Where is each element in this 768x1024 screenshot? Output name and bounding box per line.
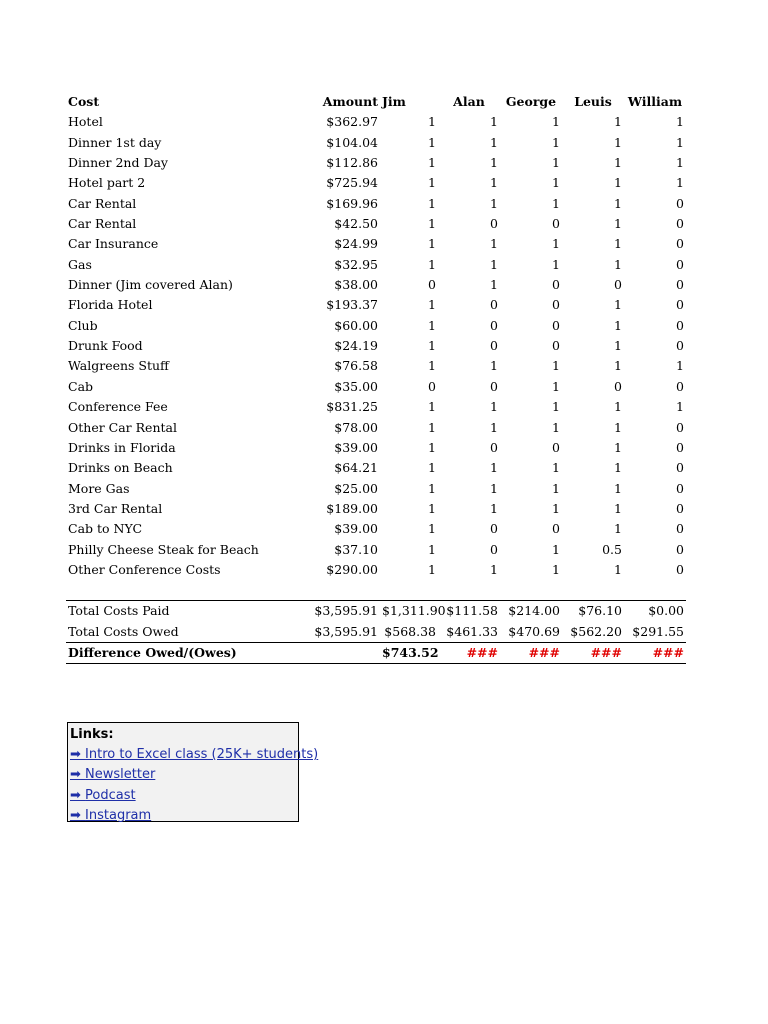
spacer-row [66,580,686,601]
header-leuis[interactable]: Leuis [574,94,612,109]
cost-label-cell[interactable]: Other Conference Costs [68,561,221,577]
share-cell-william[interactable]: 0 [676,256,684,272]
amount-cell[interactable]: $60.00 [334,317,378,333]
share-cell-george[interactable]: 1 [552,114,560,130]
share-cell-leuis[interactable]: 1 [614,175,622,191]
cost-label-cell[interactable]: Other Car Rental [68,419,177,435]
table-row [66,112,686,132]
share-cell-alan[interactable]: 0 [490,378,498,394]
cost-label-cell[interactable]: Gas [68,256,92,272]
share-cell-leuis[interactable]: 1 [614,195,622,211]
amount-cell[interactable]: $35.00 [334,378,378,394]
table-row [66,255,686,275]
share-cell-jim[interactable]: 1 [428,419,436,435]
share-cell-alan[interactable]: 1 [490,114,498,130]
share-cell-alan[interactable]: 1 [490,358,498,374]
link-instagram[interactable] [70,806,296,826]
share-cell-jim[interactable]: 1 [428,216,436,232]
share-cell-alan[interactable]: 1 [490,399,498,415]
share-cell-leuis[interactable]: 0.5 [602,541,622,557]
difference-jim[interactable]: $743.52 [380,642,438,663]
header-jim[interactable]: Jim [382,94,406,109]
share-cell-william[interactable]: 0 [676,439,684,455]
amount-cell[interactable]: $169.96 [326,195,378,211]
cost-label-cell[interactable]: Dinner (Jim covered Alan) [68,277,233,293]
share-cell-jim[interactable]: 0 [428,277,436,293]
share-cell-william[interactable]: 1 [676,175,684,191]
share-cell-george[interactable]: 0 [552,297,560,313]
share-cell-william[interactable]: 1 [676,155,684,171]
amount-cell[interactable]: $78.00 [334,419,378,435]
share-cell-jim[interactable]: 1 [428,541,436,557]
share-cell-leuis[interactable]: 1 [614,236,622,252]
cost-label-cell[interactable]: Philly Cheese Steak for Beach [68,541,259,557]
total-paid-label[interactable]: Total Costs Paid [66,601,296,622]
share-cell-leuis[interactable]: 1 [614,114,622,130]
difference-george[interactable]: ### [500,642,562,663]
difference-alan[interactable]: ### [438,642,500,663]
cost-label-cell[interactable]: Car Rental [68,216,137,232]
cost-label-cell[interactable]: Walgreens Stuff [68,358,169,374]
share-cell-jim[interactable]: 1 [428,399,436,415]
share-cell-leuis[interactable]: 1 [614,155,622,171]
share-cell-leuis[interactable]: 1 [614,521,622,537]
share-cell-william[interactable]: 0 [676,521,684,537]
links-title: Links: [70,727,114,742]
share-cell-george[interactable]: 1 [552,256,560,272]
share-cell-alan[interactable]: 1 [490,277,498,293]
table-row [66,275,686,295]
total-paid-row [66,601,686,622]
share-cell-jim[interactable]: 1 [428,236,436,252]
share-cell-leuis[interactable]: 1 [614,256,622,272]
share-cell-william[interactable]: 1 [676,358,684,374]
share-cell-jim[interactable]: 1 [428,317,436,333]
difference-leuis[interactable]: ### [562,642,624,663]
amount-cell[interactable]: $112.86 [326,155,378,171]
amount-cell[interactable]: $37.10 [334,541,378,557]
share-cell-george[interactable]: 0 [552,338,560,354]
total-owed-william[interactable]: $291.55 [632,623,684,639]
header-amount[interactable]: Amount [322,94,378,109]
share-cell-alan[interactable]: 0 [490,439,498,455]
amount-cell[interactable]: $24.99 [334,236,378,252]
link-podcast[interactable] [70,786,296,806]
share-cell-leuis[interactable]: 1 [614,439,622,455]
table-row [66,560,686,580]
cost-label-cell[interactable]: Drinks on Beach [68,460,173,476]
share-cell-leuis[interactable]: 1 [614,460,622,476]
link-label: Instagram [85,807,152,823]
cost-label-cell[interactable]: 3rd Car Rental [68,500,163,516]
table-row [66,173,686,193]
share-cell-george[interactable]: 1 [552,419,560,435]
share-cell-jim[interactable]: 1 [428,256,436,272]
share-cell-jim[interactable]: 1 [428,521,436,537]
difference-row [66,642,686,663]
table-row [66,194,686,214]
share-cell-alan[interactable]: 1 [490,236,498,252]
total-paid-amount[interactable]: $3,595.91 [296,601,380,622]
amount-cell[interactable]: $725.94 [326,175,378,191]
share-cell-alan[interactable]: 1 [490,134,498,150]
share-cell-jim[interactable]: 1 [428,500,436,516]
table-row [66,479,686,499]
difference-william[interactable]: ### [624,642,686,663]
table-row [66,356,686,376]
amount-cell[interactable]: $831.25 [326,399,378,415]
arrow-right-icon: ➡ [70,767,81,783]
amount-cell[interactable]: $76.58 [334,358,378,374]
share-cell-alan[interactable]: 0 [490,297,498,313]
share-cell-jim[interactable]: 1 [428,114,436,130]
total-owed-leuis[interactable]: $562.20 [570,623,622,639]
share-cell-william[interactable]: 0 [676,216,684,232]
cost-label-cell[interactable]: Cab [68,378,94,394]
share-cell-alan[interactable]: 1 [490,419,498,435]
share-cell-william[interactable]: 0 [676,541,684,557]
share-cell-william[interactable]: 0 [676,500,684,516]
share-cell-alan[interactable]: 1 [490,460,498,476]
header-row [66,92,686,112]
table-row [66,519,686,539]
share-cell-george[interactable]: 0 [552,439,560,455]
cost-label-cell[interactable]: Drinks in Florida [68,439,176,455]
link-newsletter[interactable] [70,765,296,785]
totals-section [66,580,686,664]
cost-label-cell[interactable]: Hotel part 2 [68,175,146,191]
share-cell-jim[interactable]: 1 [428,358,436,374]
share-cell-alan[interactable]: 1 [490,480,498,496]
share-cell-jim[interactable]: 1 [428,175,436,191]
total-paid-william[interactable]: $0.00 [624,601,686,622]
table-row [66,377,686,397]
share-cell-leuis[interactable]: 1 [614,216,622,232]
header-cost[interactable]: Cost [68,94,100,109]
amount-cell[interactable]: $290.00 [326,561,378,577]
share-cell-william[interactable]: 0 [676,297,684,313]
share-cell-george[interactable]: 0 [552,216,560,232]
arrow-right-icon: ➡ [70,747,81,762]
share-cell-george[interactable]: 1 [552,378,560,394]
difference-label[interactable]: Difference Owed/(Owes) [66,642,296,663]
link-label: Podcast [85,787,136,803]
share-cell-jim[interactable]: 1 [428,155,436,171]
share-cell-leuis[interactable]: 1 [614,561,622,577]
share-cell-leuis[interactable]: 1 [614,338,622,354]
share-cell-george[interactable]: 1 [552,236,560,252]
share-cell-william[interactable]: 1 [676,134,684,150]
share-cell-jim[interactable]: 1 [428,195,436,211]
share-cell-alan[interactable]: 0 [490,541,498,557]
share-cell-leuis[interactable]: 1 [614,317,622,333]
header-alan[interactable]: Alan [453,94,485,109]
share-cell-george[interactable]: 1 [552,195,560,211]
amount-cell[interactable]: $362.97 [326,114,378,130]
amount-cell[interactable]: $38.00 [334,277,378,293]
share-cell-alan[interactable]: 1 [490,256,498,272]
share-cell-alan[interactable]: 0 [490,317,498,333]
share-cell-william[interactable]: 0 [676,460,684,476]
share-cell-george[interactable]: 1 [552,175,560,191]
share-cell-william[interactable]: 0 [676,338,684,354]
cost-label-cell[interactable]: Car Rental [68,195,137,211]
spacer-cell[interactable] [66,580,686,601]
table-row [66,295,686,315]
share-cell-alan[interactable]: 0 [490,338,498,354]
table-row [66,540,686,560]
share-cell-leuis[interactable]: 1 [614,500,622,516]
cost-label-cell[interactable]: Hotel [68,114,103,130]
share-cell-leuis[interactable]: 1 [614,297,622,313]
share-cell-alan[interactable]: 1 [490,561,498,577]
total-paid-leuis[interactable]: $76.10 [562,601,624,622]
amount-cell[interactable]: $42.50 [334,216,378,232]
share-cell-jim[interactable]: 1 [428,439,436,455]
total-owed-george[interactable]: $470.69 [508,623,560,639]
table-row [66,458,686,478]
amount-cell[interactable]: $24.19 [334,338,378,354]
share-cell-jim[interactable]: 1 [428,460,436,476]
share-cell-alan[interactable]: 0 [490,521,498,537]
amount-cell[interactable]: $39.00 [334,439,378,455]
total-owed-jim[interactable]: $568.38 [384,623,436,639]
spreadsheet [66,92,686,664]
share-cell-william[interactable]: 0 [676,195,684,211]
share-cell-george[interactable]: 1 [552,460,560,476]
table-row [66,499,686,519]
share-cell-leuis[interactable]: 1 [614,480,622,496]
share-cell-george[interactable]: 0 [552,277,560,293]
share-cell-jim[interactable]: 1 [428,561,436,577]
arrow-right-icon: ➡ [70,807,81,823]
amount-cell[interactable]: $25.00 [334,480,378,496]
total-owed-alan[interactable]: $461.33 [446,623,498,639]
share-cell-william[interactable]: 0 [676,480,684,496]
table-row [66,214,686,234]
difference-amount[interactable] [296,642,380,663]
share-cell-alan[interactable]: 1 [490,195,498,211]
share-cell-george[interactable]: 1 [552,358,560,374]
share-cell-george[interactable]: 1 [552,500,560,516]
cost-table [66,92,686,664]
table-row [66,418,686,438]
share-cell-george[interactable]: 0 [552,317,560,333]
header-william[interactable]: William [627,94,683,109]
cost-label-cell[interactable]: Club [68,317,98,333]
share-cell-leuis[interactable]: 0 [614,378,622,394]
share-cell-william[interactable]: 0 [676,317,684,333]
share-cell-leuis[interactable]: 1 [614,358,622,374]
share-cell-william[interactable]: 0 [676,277,684,293]
cost-label-cell[interactable]: Dinner 1st day [68,134,162,150]
total-paid-jim[interactable]: $1,311.90 [380,601,438,622]
share-cell-george[interactable]: 1 [552,561,560,577]
share-cell-jim[interactable]: 1 [428,338,436,354]
table-row [66,316,686,336]
cost-label-cell[interactable]: More Gas [68,480,130,496]
cost-label-cell[interactable]: Conference Fee [68,399,168,415]
share-cell-alan[interactable]: 1 [490,500,498,516]
share-cell-william[interactable]: 0 [676,378,684,394]
link-label: Newsletter [85,767,156,783]
cost-label-cell[interactable]: Cab to NYC [68,521,143,537]
amount-cell[interactable]: $189.00 [326,500,378,516]
total-owed-amount[interactable]: $3,595.91 [314,623,378,639]
total-paid-alan[interactable]: $111.58 [438,601,500,622]
table-row [66,336,686,356]
share-cell-george[interactable]: 1 [552,480,560,496]
total-owed-row [66,622,686,643]
cost-rows [66,112,686,580]
share-cell-leuis[interactable]: 1 [614,419,622,435]
share-cell-william[interactable]: 0 [676,419,684,435]
share-cell-george[interactable]: 1 [552,541,560,557]
cost-label-cell[interactable]: Dinner 2nd Day [68,155,168,171]
share-cell-george[interactable]: 0 [552,521,560,537]
share-cell-alan[interactable]: 1 [490,155,498,171]
share-cell-leuis[interactable]: 1 [614,134,622,150]
share-cell-william[interactable]: 1 [676,114,684,130]
share-cell-jim[interactable]: 0 [428,378,436,394]
amount-cell[interactable]: $193.37 [326,297,378,313]
table-row [66,133,686,153]
table-row [66,234,686,254]
share-cell-leuis[interactable]: 0 [614,277,622,293]
share-cell-jim[interactable]: 1 [428,297,436,313]
amount-cell[interactable]: $104.04 [326,134,378,150]
share-cell-alan[interactable]: 0 [490,216,498,232]
table-row [66,153,686,173]
table-row [66,397,686,417]
link-intro-to-excel[interactable] [70,745,319,765]
total-paid-george[interactable]: $214.00 [500,601,562,622]
share-cell-george[interactable]: 1 [552,399,560,415]
share-cell-george[interactable]: 1 [552,134,560,150]
total-owed-label[interactable]: Total Costs Owed [68,623,179,639]
links-box [67,722,319,823]
cost-label-cell[interactable]: Car Insurance [68,236,159,252]
table-row [66,438,686,458]
share-cell-leuis[interactable]: 1 [614,399,622,415]
share-cell-jim[interactable]: 1 [428,134,436,150]
share-cell-jim[interactable]: 1 [428,480,436,496]
amount-cell[interactable]: $39.00 [334,521,378,537]
arrow-right-icon: ➡ [70,787,81,803]
cost-label-cell[interactable]: Drunk Food [68,338,143,354]
share-cell-william[interactable]: 1 [676,399,684,415]
cost-label-cell[interactable]: Florida Hotel [68,297,153,313]
share-cell-alan[interactable]: 1 [490,175,498,191]
amount-cell[interactable]: $32.95 [334,256,378,272]
share-cell-william[interactable]: 0 [676,561,684,577]
header-george[interactable]: George [505,94,557,109]
amount-cell[interactable]: $64.21 [334,460,378,476]
share-cell-george[interactable]: 1 [552,155,560,171]
link-label: Intro to Excel class (25K+ students) [85,747,319,762]
share-cell-william[interactable]: 0 [676,236,684,252]
